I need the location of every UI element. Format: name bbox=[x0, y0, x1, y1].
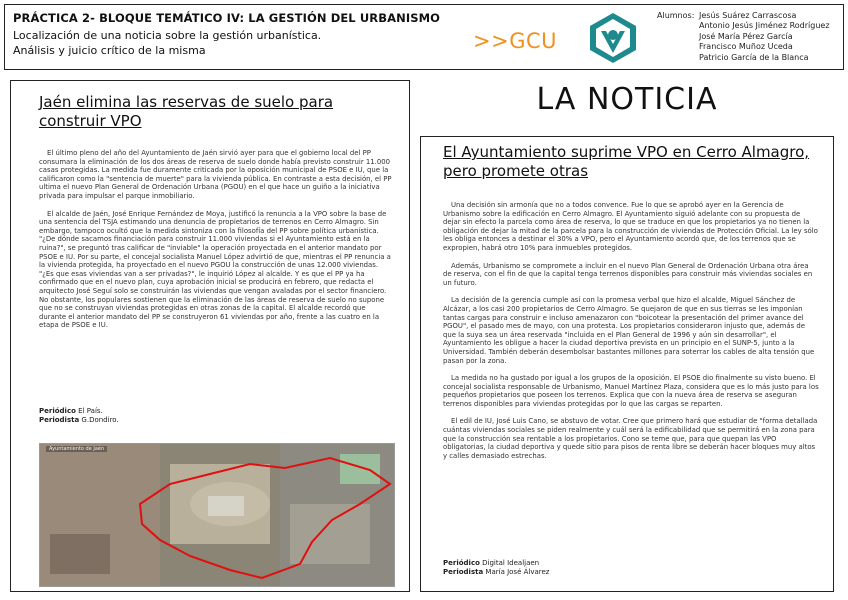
student-entry: Patricio García de la Blanca bbox=[699, 52, 809, 62]
la-noticia-heading: LA NOTICIA bbox=[536, 82, 718, 117]
right-author-line: Periodista María José Álvarez bbox=[443, 568, 550, 576]
student-entry: Francisco Muñoz Uceda bbox=[699, 42, 793, 52]
article-paragraph: Además, Urbanismo se compromete a incluir en el nuevo Plan General de Ordenación Urbana otra área de reserva, con el fin de que la capital tenga terrenos disponibles para construir más viviendas sociales en un futuro. bbox=[443, 261, 813, 287]
student-entry: José María Pérez García bbox=[699, 31, 793, 41]
students-label: Alumnos: bbox=[657, 11, 695, 20]
right-article-panel bbox=[420, 136, 834, 592]
left-article-panel bbox=[10, 80, 410, 592]
article-paragraph: La medida no ha gustado por igual a los grupos de la oposición. El PSOE dio finalmente su visto bueno. El concejal socialista responsable de Urbanismo, Manuel Martínez Plaza, considera que es lo más justo para los pequeños propietarios que poseen los terrenos. Explica que con la nueva área de reserva se aseguran terrenos disponibles para viviendas protegidas por lo que las cargas se reparten. bbox=[443, 374, 819, 408]
article-paragraph: El edil de IU, José Luis Cano, se abstuvo de votar. Cree que primero hará que estudiar de "forma detallada cuántas viviendas sociales se piden realmente y cuál será la edificabilidad que se permitirá en la zona para que la construcción sea rentable a los propietarios. Cono se teme que, para que quepan las VPO obligatorias, la ciudad deportiva y quede sitio para pisos de renta libre se deberán hacer bloques muy altos y calles demasiado estrechas. bbox=[443, 417, 818, 460]
header-bar bbox=[4, 4, 844, 70]
right-source-block bbox=[443, 559, 550, 577]
right-source-line: Periódico Digital Idealjaen bbox=[443, 559, 540, 567]
right-article-body bbox=[443, 201, 819, 469]
left-source-line: Periódico El País. bbox=[39, 407, 103, 415]
right-headline: El Ayuntamiento suprime VPO en Cerro Almagro, pero promete otras bbox=[443, 143, 810, 180]
practice-subtitle bbox=[13, 28, 433, 58]
left-article-body bbox=[39, 149, 393, 339]
aerial-map-graphic bbox=[40, 444, 395, 587]
left-author-line: Periodista G.Dondiro. bbox=[39, 416, 119, 424]
university-logo-icon bbox=[585, 11, 641, 65]
article-paragraph: El último pleno del año del Ayuntamiento de Jaén sirvió ayer para que el gobierno local del PP consumara la eliminación de los dos áreas de reserva de suelo donde había previsto construir 11.000 casas protegidas. La medida fue duramente criticada por la oposición municipal de PSOE e IU, que la calificaron como la "sentencia de muerte" para la vivienda pública. En contraste a esta decisión, el PP ultima el nuevo Plan General de Ordenación Urbana (PGOU) en el que hace un guiño a la iniciativa privada para impulsar el parque inmobiliario. bbox=[39, 149, 392, 200]
subtitle-line-2: Análisis y juicio crítico de la misma bbox=[13, 44, 206, 57]
aerial-map-image bbox=[39, 443, 395, 587]
gcu-brand: >>GCU bbox=[473, 29, 557, 53]
student-entry: Antonio Jesús Jiménez Rodríguez bbox=[699, 21, 830, 31]
student-entry: Alumnos: Jesús Suárez Carrascosa bbox=[657, 11, 797, 20]
article-paragraph: El alcalde de Jaén, José Enrique Fernández de Moya, justificó la renuncia a la VPO sobre la base de una sentencia del TSJA estimando una denuncia de propietarios de terrenos en Cerro Almagro. Sin embargo, tampoco ocultó que la medida sintoniza con la filosofía del PP sobre política urbanística. "¿De dónde sacamos financiación para construir 11.000 viviendas si el Ayuntamiento está en la ruina?", se preguntó tras calificar de "inviable" la operación proyectada en el anterior mandato por PSOE e IU. Por su parte, el concejal socialista Manuel López advirtió de que, mientras el PP renuncia a la vivienda protegida, ha proyectado en el nuevo PGOU la construcción de unas 12.000 viviendas. "¿Es que esas viviendas van a ser privadas?", le inquirió López al alcalde. Y es que el PP ya ha confirmado que en el nuevo plan, cuya aprobación inicial se producirá en febrero, que redacta el arquitecto José Seguí solo se construirán las viviendas que vengan avaladas por el sector financiero. No obstante, los populares sostienen que la eliminación de las áreas de reserva de suelo no supone que no se construyan viviendas protegidas en otras zonas de la capital. El alcalde recordó que durante el anterior mandato del PP se construyeron 61 viviendas por año, frente a las cuatro en la etapa de PSOE e IU. bbox=[39, 209, 391, 330]
subtitle-line-1: Localización de una noticia sobre la gestión urbanística. bbox=[13, 29, 322, 42]
practice-title: PRÁCTICA 2- BLOQUE TEMÁTICO IV: LA GESTIÓN DEL URBANISMO bbox=[13, 11, 440, 25]
article-paragraph: La decisión de la gerencia cumple así con la promesa verbal que hizo el alcalde, Miguel Sánchez de Alcázar, a los casi 200 propietarios de Cerro Almagro. Se quejaron de que en sus tierras se les imponían tantas cargas para construir e incluso amenazaron con "boicotear la presentación del primer avance del PGOU", el pasado mes de mayo, con una protesta. Los propietarios consideraron injusto que, además de que la suya sea un área reservada "incluida en el Plan General de 1996 y aún sin desarrollar", el Ayuntamiento les obligue a hacer la ciudad deportiva prevista en un principio en el SUNP-5, junto a la Universidad. También deberán desembolsar bastantes millones para soterrar los cables de alta tensión que pasan por la zona. bbox=[443, 296, 815, 365]
map-tag-label: Ayuntamiento de Jaén bbox=[46, 446, 107, 452]
left-headline: Jaén elimina las reservas de suelo para construir VPO bbox=[39, 93, 334, 130]
left-source-block bbox=[39, 407, 119, 425]
students-list bbox=[657, 11, 830, 63]
article-paragraph: Una decisión sin armonía que no a todos convence. Fue lo que se aprobó ayer en la Gerencia de Urbanismo sobre la edificación en Cerro Almagro. El Ayuntamiento siguió adelante con su propuesta de dejar sin efecto la parcela como área de reserva, lo que se traduce en que los propietarios ya no tienen la obligación de dejar la mitad de la parcela para la construcción de viviendas de Protección Oficial. La ley sólo les obliga entonces a destinar el 30% a VPO, pero el Ayuntamiento acordó que, de los terrenos que se expropien, habrá otro 10% para inmuebles protegidos. bbox=[443, 201, 818, 252]
